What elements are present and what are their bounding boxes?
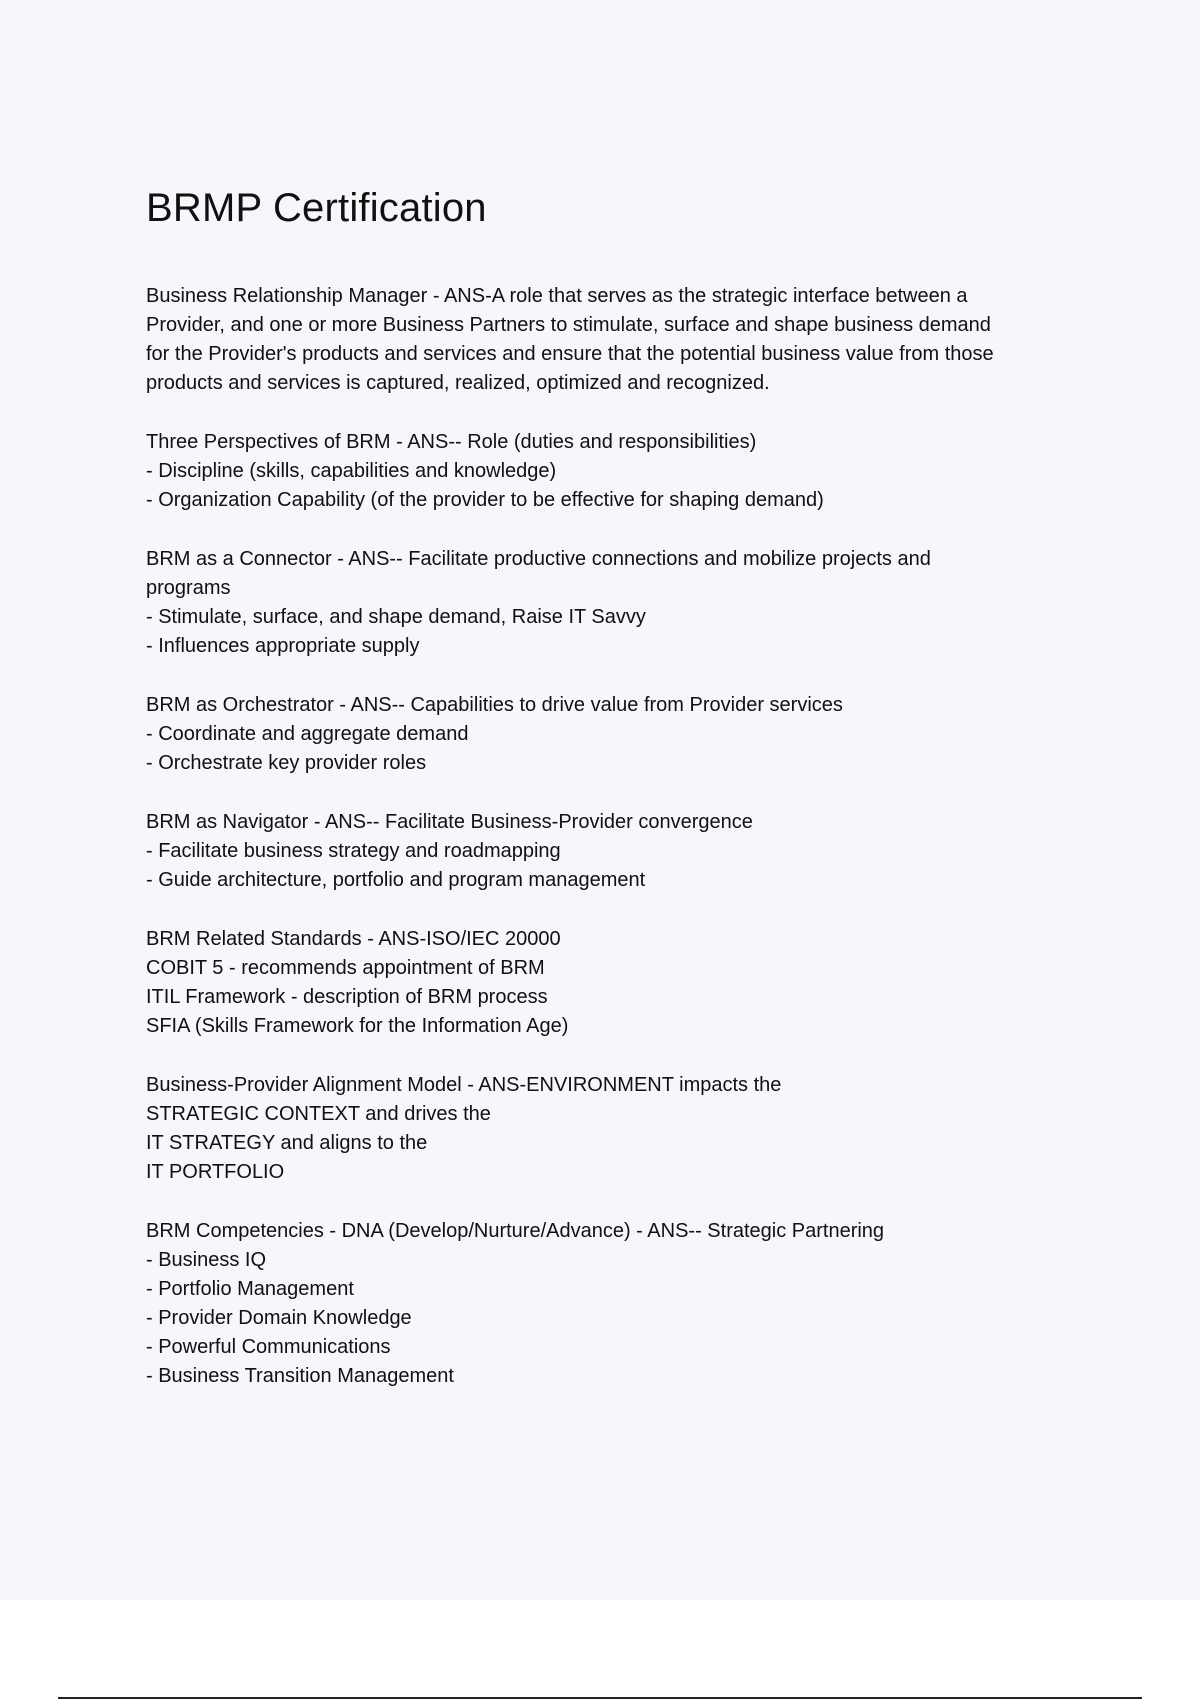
page-title: BRMP Certification bbox=[146, 186, 487, 230]
text-line: - Business IQ bbox=[146, 1249, 267, 1271]
document-content bbox=[146, 184, 1096, 1421]
text-line: STRATEGIC CONTEXT and drives the bbox=[146, 1103, 491, 1125]
text-line: - Portfolio Management bbox=[146, 1278, 354, 1300]
section-brm-connector bbox=[146, 545, 1096, 661]
text-line: Business-Provider Alignment Model - ANS-ENVIRONMENT impacts the bbox=[146, 1074, 782, 1096]
text-line: products and services is captured, realized, optimized and recognized. bbox=[146, 372, 770, 394]
text-line: COBIT 5 - recommends appointment of BRM bbox=[146, 957, 545, 979]
section-related-standards bbox=[146, 925, 1096, 1041]
section-brm-definition bbox=[146, 282, 1096, 398]
text-line: programs bbox=[146, 577, 231, 599]
text-line: - Orchestrate key provider roles bbox=[146, 752, 427, 774]
text-line: - Discipline (skills, capabilities and knowledge) bbox=[146, 460, 557, 482]
section-brm-competencies bbox=[146, 1217, 1096, 1391]
text-line: BRM Competencies - DNA (Develop/Nurture/Advance) - ANS-- Strategic Partnering bbox=[146, 1220, 885, 1242]
text-line: for the Provider's products and services and ensure that the potential business value from those bbox=[146, 343, 994, 365]
text-line: Provider, and one or more Business Partners to stimulate, surface and shape business demand bbox=[146, 314, 991, 336]
bottom-divider bbox=[58, 1697, 1142, 1699]
text-line: BRM as Orchestrator - ANS-- Capabilities to drive value from Provider services bbox=[146, 694, 843, 716]
text-line: - Facilitate business strategy and roadmapping bbox=[146, 840, 561, 862]
section-alignment-model bbox=[146, 1071, 1096, 1187]
text-line: - Organization Capability (of the provider to be effective for shaping demand) bbox=[146, 489, 824, 511]
text-line: BRM as Navigator - ANS-- Facilitate Business-Provider convergence bbox=[146, 811, 753, 833]
text-line: - Stimulate, surface, and shape demand, Raise IT Savvy bbox=[146, 606, 646, 628]
section-brm-orchestrator bbox=[146, 691, 1096, 778]
text-line: ITIL Framework - description of BRM process bbox=[146, 986, 548, 1008]
section-three-perspectives bbox=[146, 428, 1096, 515]
text-line: Business Relationship Manager - ANS-A role that serves as the strategic interface between a bbox=[146, 285, 968, 307]
section-brm-navigator bbox=[146, 808, 1096, 895]
text-line: Three Perspectives of BRM - ANS-- Role (duties and responsibilities) bbox=[146, 431, 757, 453]
text-line: IT STRATEGY and aligns to the bbox=[146, 1132, 428, 1154]
text-line: BRM Related Standards - ANS-ISO/IEC 20000 bbox=[146, 928, 561, 950]
text-line: - Business Transition Management bbox=[146, 1365, 454, 1387]
text-line: IT PORTFOLIO bbox=[146, 1161, 285, 1183]
text-line: - Guide architecture, portfolio and program management bbox=[146, 869, 646, 891]
text-line: SFIA (Skills Framework for the Information Age) bbox=[146, 1015, 569, 1037]
text-line: - Influences appropriate supply bbox=[146, 635, 420, 657]
text-line: - Provider Domain Knowledge bbox=[146, 1307, 412, 1329]
text-line: - Coordinate and aggregate demand bbox=[146, 723, 469, 745]
text-line: BRM as a Connector - ANS-- Facilitate productive connections and mobilize projects and bbox=[146, 548, 931, 570]
text-line: - Powerful Communications bbox=[146, 1336, 391, 1358]
